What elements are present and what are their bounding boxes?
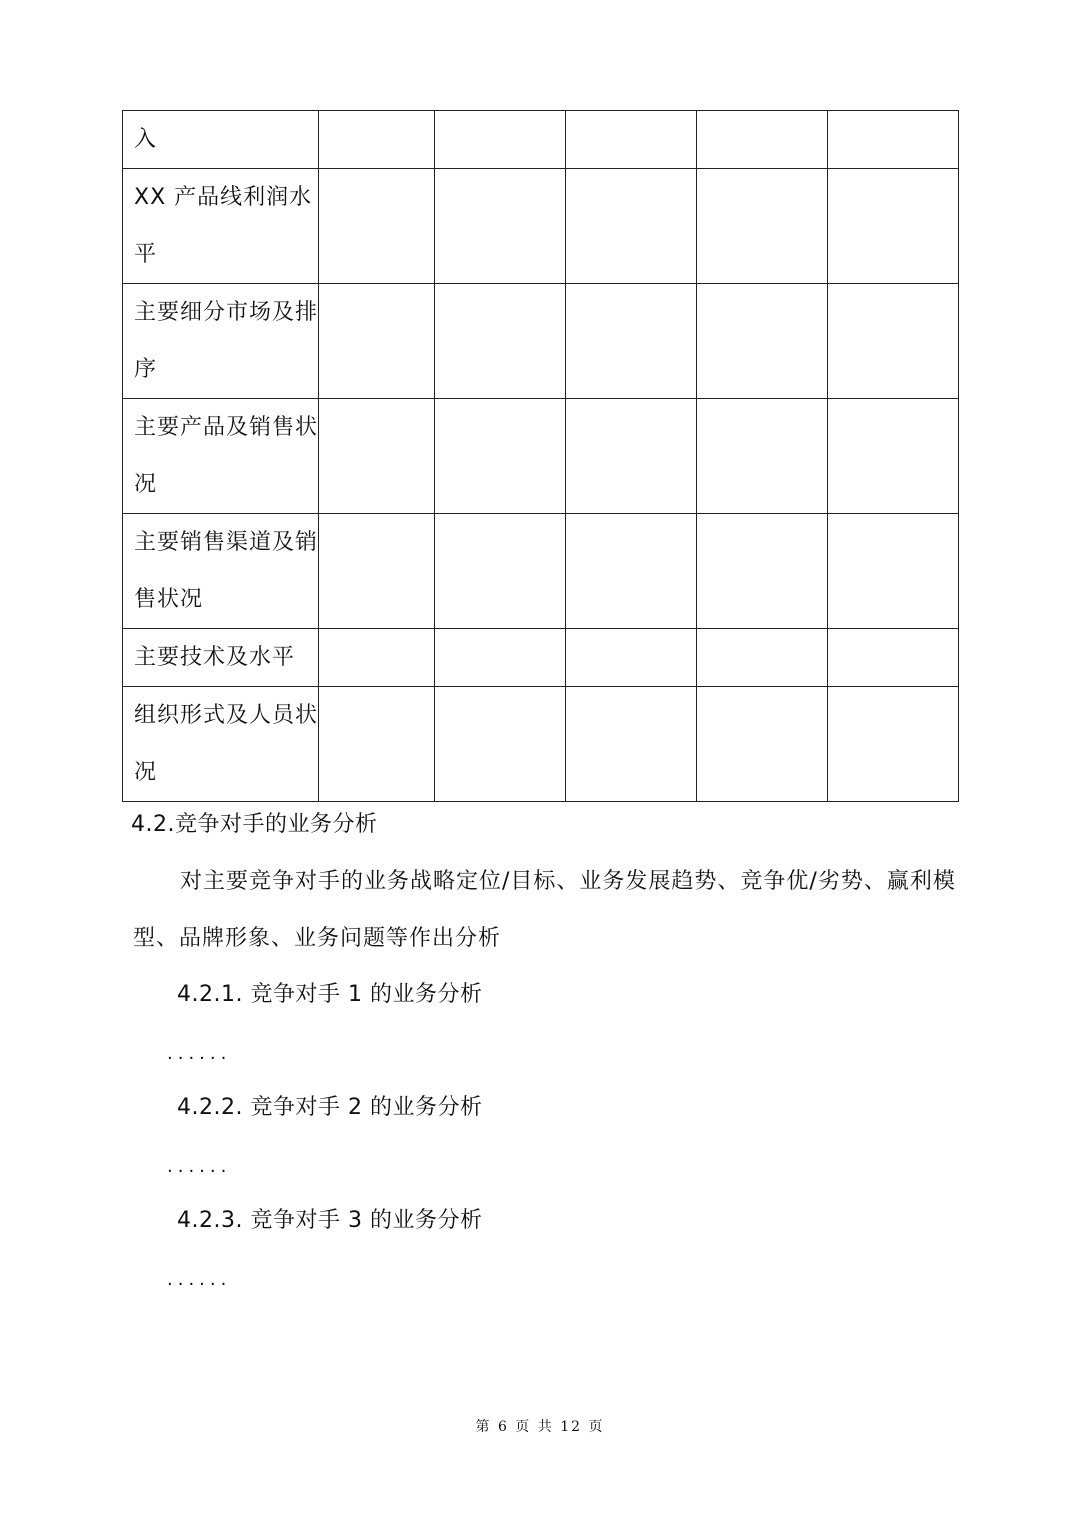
table-row	[123, 687, 959, 802]
table-cell	[435, 284, 566, 399]
table-cell	[697, 399, 828, 514]
table-cell	[566, 169, 697, 284]
table-cell	[828, 169, 959, 284]
table-cell	[319, 687, 435, 802]
row-label: XX 产品线利润水平	[123, 169, 319, 284]
table-cell	[697, 169, 828, 284]
row-label: 主要产品及销售状况	[123, 399, 319, 514]
table-cell	[566, 399, 697, 514]
table-cell	[566, 111, 697, 169]
table-cell	[319, 514, 435, 629]
table-cell	[435, 687, 566, 802]
subsection-heading: 4.2.2. 竞争对手 2 的业务分析	[177, 1095, 483, 1120]
row-label: 主要技术及水平	[123, 629, 319, 687]
table-cell	[319, 111, 435, 169]
table-cell	[828, 284, 959, 399]
table-cell	[435, 111, 566, 169]
section-heading: 4.2.竞争对手的业务分析	[131, 812, 378, 837]
table-cell	[697, 284, 828, 399]
table-cell	[697, 629, 828, 687]
table-row	[123, 111, 959, 169]
ellipsis-placeholder: ......	[167, 1156, 232, 1177]
table-cell	[828, 687, 959, 802]
table-cell	[435, 514, 566, 629]
table-cell	[566, 284, 697, 399]
table-cell	[566, 629, 697, 687]
table-cell	[435, 399, 566, 514]
table-cell	[828, 514, 959, 629]
table-cell	[566, 514, 697, 629]
section-paragraph: 对主要竞争对手的业务战略定位/目标、业务发展趋势、竞争优/劣势、赢利模型、品牌形象、业务问题等作出分析	[133, 869, 956, 951]
table-cell	[319, 629, 435, 687]
table-cell	[697, 514, 828, 629]
table-cell	[828, 111, 959, 169]
table-cell	[828, 629, 959, 687]
row-label: 主要销售渠道及销售状况	[123, 514, 319, 629]
row-label: 组织形式及人员状况	[123, 687, 319, 802]
table-cell	[435, 629, 566, 687]
table-row	[123, 399, 959, 514]
ellipsis-placeholder: ......	[167, 1043, 232, 1064]
table-cell	[319, 284, 435, 399]
table-row	[123, 629, 959, 687]
table-cell	[566, 687, 697, 802]
table-cell	[319, 399, 435, 514]
table-row	[123, 169, 959, 284]
table-cell	[697, 111, 828, 169]
ellipsis-placeholder: ......	[167, 1269, 232, 1290]
row-label: 主要细分市场及排序	[123, 284, 319, 399]
row-label: 入	[123, 111, 319, 169]
table-cell	[435, 169, 566, 284]
table-row	[123, 514, 959, 629]
subsection-heading: 4.2.3. 竞争对手 3 的业务分析	[177, 1208, 483, 1233]
competitor-comparison-table	[122, 110, 959, 802]
table-cell	[828, 399, 959, 514]
page-footer: 第 6 页 共 12 页	[475, 1419, 605, 1435]
subsection-heading: 4.2.1. 竞争对手 1 的业务分析	[177, 982, 483, 1007]
table-row	[123, 284, 959, 399]
table-cell	[697, 687, 828, 802]
table-cell	[319, 169, 435, 284]
